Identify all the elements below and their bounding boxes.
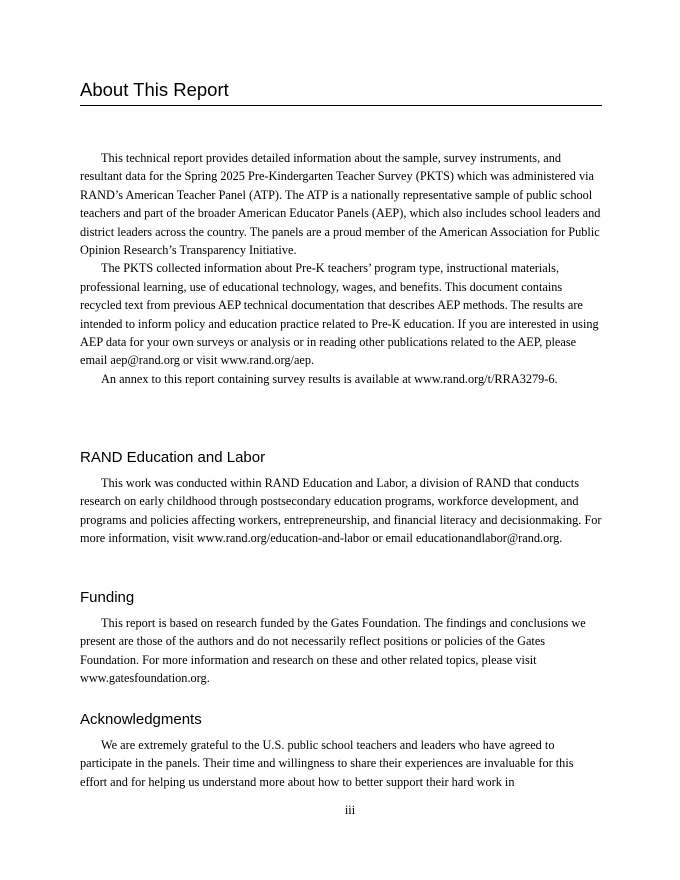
section-funding [80,588,602,688]
section-paragraph-education-labor: This work was conducted within RAND Education and Labor, a division of RAND that conducts research on early childhood through postsecondary education programs, workforce development, and programs and policies affecting workers, entrepreneurship, and financial literacy and decisionmaking. For more information, visit www.rand.org/education-and-labor or email educationandlabor@rand.org. [80,476,602,546]
section-heading-education-labor: RAND Education and Labor [80,449,266,466]
section-paragraph-funding: This report is based on research funded by the Gates Foundation. The findings and conclusions we present are those of the authors and do not necessarily reflect positions or policies of the Gates Foundation. For more information and research on these and other related topics, please visit www.gatesfoundation.org. [80,616,586,686]
section-education-labor [80,448,602,548]
page-number: iii [344,803,356,817]
section-heading-acknowledgments: Acknowledgments [80,711,202,728]
intro-paragraph-1: This technical report provides detailed information about the sample, survey instruments, and resultant data for the Spring 2025 Pre-Kindergarten Teacher Survey (PKTS) which was administered via RAND’s American Teacher Panel (ATP). The ATP is a nationally representative sample of public school teachers and part of the broader American Educator Panels (AEP), which also includes school leaders and district leaders across the country. The panels are a proud member of the American Association for Public Opinion Research’s Transparency Initiative. [80,151,601,258]
section-acknowledgments [80,710,602,791]
document-page [80,0,602,880]
section-heading-funding: Funding [80,589,135,606]
intro-section [80,149,602,388]
intro-paragraph-3: An annex to this report containing survey results is available at www.rand.org/t/RRA3279-6. [101,371,558,386]
intro-paragraph-2: The PKTS collected information about Pre-K teachers’ program type, instructional materials, professional learning, use of educational technology, wages, and benefits. This document contains recycled text from previous AEP technical documentation that describes AEP methods. The results are intended to inform policy and education practice related to Pre-K education. If you are interested in using AEP data for your own surveys or analysis or in reading other publications related to the AEP, please email aep@rand.org or visit www.rand.org/aep. [80,261,599,368]
section-paragraph-acknowledgments: We are extremely grateful to the U.S. public school teachers and leaders who have agreed to participate in the panels. Their time and willingness to share their experiences are invaluable for this effort and for helping us understand more about how to better support their hard work in [80,738,574,789]
page-title: About This Report [80,77,602,106]
